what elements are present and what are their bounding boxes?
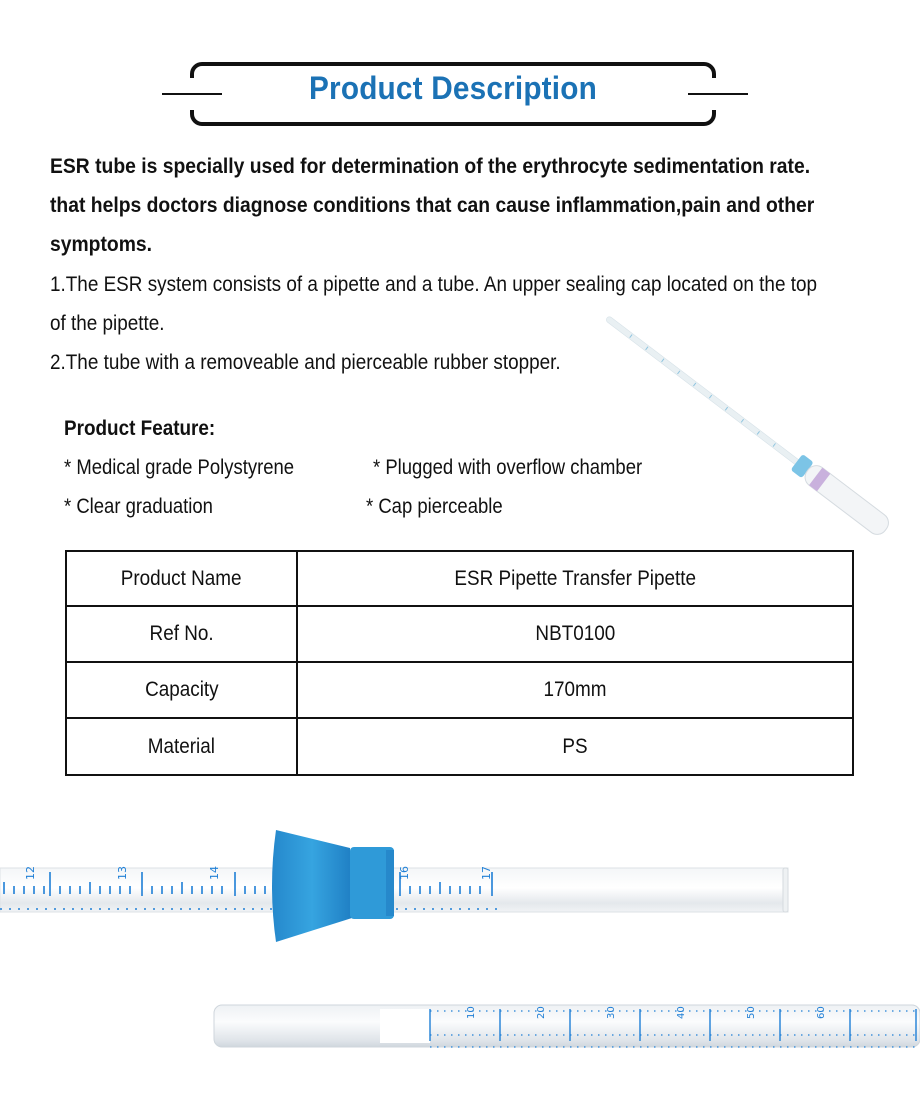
svg-text:17: 17 xyxy=(480,866,493,880)
esr-pipette-photo xyxy=(597,312,920,572)
svg-text:10: 10 xyxy=(466,1006,477,1019)
description-bold-line: ESR tube is specially used for determination of the erythrocyte sedimentation rate. xyxy=(50,155,811,178)
feature-item: * Clear graduation xyxy=(64,495,213,518)
svg-text:30: 30 xyxy=(606,1006,617,1019)
svg-text:20: 20 xyxy=(536,1006,547,1019)
page-title: Product Description xyxy=(309,70,597,106)
spec-label: Ref No. xyxy=(66,606,297,662)
spec-value: NBT0100 xyxy=(297,606,853,662)
svg-text:40: 40 xyxy=(676,1006,687,1019)
table-row xyxy=(66,606,853,662)
svg-text:16: 16 xyxy=(398,866,411,880)
spec-value: ESR Pipette Transfer Pipette xyxy=(297,551,853,606)
features-title: Product Feature: xyxy=(64,417,216,440)
spec-label: Material xyxy=(66,718,297,775)
feature-item: * Plugged with overflow chamber xyxy=(373,456,643,479)
table-row xyxy=(66,662,853,718)
description-bold-line: that helps doctors diagnose conditions that can cause inflammation,pain and other xyxy=(50,194,815,217)
feature-item: * Medical grade Polystyrene xyxy=(64,456,295,479)
feature-item: * Cap pierceable xyxy=(366,495,503,518)
description-line: 2.The tube with a removeable and pierceable rubber stopper. xyxy=(50,351,561,374)
svg-text:13: 13 xyxy=(116,866,129,880)
pipette-with-cap-photo xyxy=(0,820,800,950)
spec-label: Product Name xyxy=(66,551,297,606)
description-line: of the pipette. xyxy=(50,312,165,335)
spec-value: PS xyxy=(297,718,853,775)
svg-text:50: 50 xyxy=(746,1006,757,1019)
table-row xyxy=(66,718,853,775)
table-row xyxy=(66,551,853,606)
spec-value: 170mm xyxy=(297,662,853,718)
description-bold-line: symptoms. xyxy=(50,233,153,256)
svg-text:12: 12 xyxy=(24,866,37,880)
svg-text:14: 14 xyxy=(208,866,221,880)
description-line: 1.The ESR system consists of a pipette and a tube. An upper sealing cap located on the top xyxy=(50,273,817,296)
spec-label: Capacity xyxy=(66,662,297,718)
graduated-tube-photo xyxy=(210,995,920,1055)
svg-text:60: 60 xyxy=(816,1006,827,1019)
spec-table xyxy=(65,550,854,776)
